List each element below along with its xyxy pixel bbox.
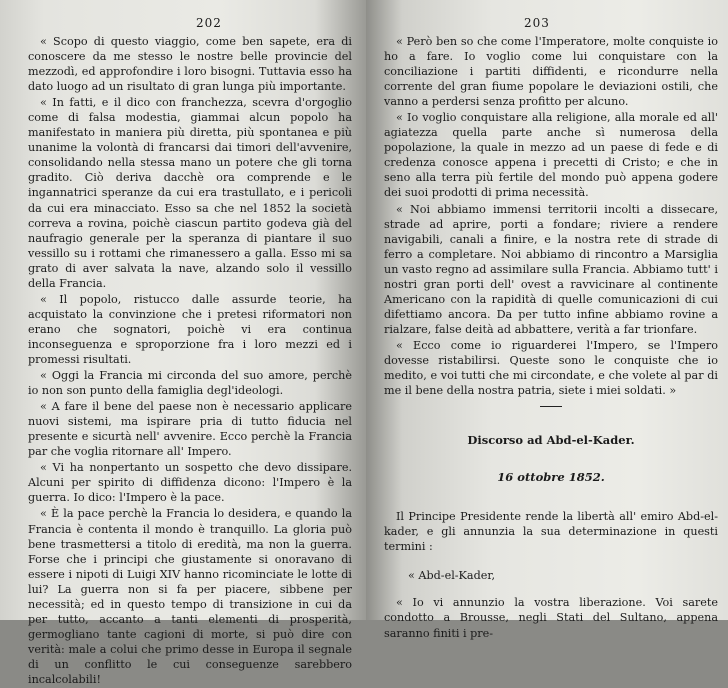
section-heading: Discorso ad Abd-el-Kader.: [467, 433, 635, 448]
address-line: « Abd-el-Kader,: [408, 569, 496, 583]
paragraph: « Noi abbiamo immensi territorii incolti a dissecare, strade ad aprire, porti a fondare; riviere a rendere navigabili, canali a finire, e la nostra rete di strade di ferro a completare. Noi abbiamo di rincontro a Marsiglia un vasto regno ad assimilare sulla Francia. Abbiamo tutt' i nostri gran porti dell' ovest a ravvicinare al continente Americano con la rapidità di quelle comunicazioni di cui difettiamo ancora. Da per tutto infine abbiamo rovine a rialzare, false deità ad abbattere, verità a far trionfare.: [384, 202, 718, 336]
paragraph: « Scopo di questo viaggio, come ben sapete, era di conoscere da me stesso le nostre belle provincie del mezzodì, ed approfondire i loro bisogni. Tuttavia esso ha dato luogo ad un risultato di gran lunga più importante.: [28, 35, 352, 94]
paragraph: « Il popolo, ristucco dalle assurde teorie, ha acquistato la convinzione che i pretesi riformatori non erano che sognatori, poichè vi era continua inconseguenza e sproporzione fra i loro mezzi ed i promessi risultati.: [28, 292, 352, 366]
paragraph: « A fare il bene del paese non è necessario applicare nuovi sistemi, ma ispirare pria di tutto fiducia nel presente e sicurtà nell' avvenire. Ecco perchè la Francia par che voglia ritornare all' Impero.: [28, 400, 352, 459]
page-text: [384, 34, 718, 642]
page-number: 203: [524, 16, 550, 30]
paragraph: « In fatti, e il dico con franchezza, scevra d'orgoglio come di falsa modestia, giammai alcun popolo ha manifestato in maniera più diretta, più spontanea e più unanime la volontà di francarsi dai timori dell'avvenire, consolidando nella stessa mano un potere che gli torna gradito. Ciò deriva dacchè ora comprende e le ingannatrici speranze da cui era trastullato, e i pericoli da cui era minacciato. Esso sa che nel 1852 la società correva a rovina, poichè ciascun partito godeva già del naufragio generale per la speranza di piantare il suo vessillo su i rottami che rimanessero a galla. Esso mi sa grato di aver salvata la nave, alzando solo il vessillo della Francia.: [28, 96, 352, 290]
paragraph: « Oggi la Francia mi circonda del suo amore, perchè io non son punto della famiglia degl'ideologi.: [28, 369, 352, 398]
paragraph: « Ecco come io riguarderei l'Impero, se l'Impero dovesse ristabilirsi. Queste sono le conquiste che io medito, e voi tutti che mi circondate, e che volete al par di me il bene della nostra patria, siete i miei soldati. »: [384, 338, 718, 398]
section-date: 16 ottobre 1852.: [497, 470, 605, 485]
page-number: 202: [196, 16, 222, 30]
paragraph: « Però ben so che come l'Imperatore, molte conquiste io ho a fare. Io voglio come lui conquistare con la conciliazione i partiti diffidenti, e ricondurre nella corrente del gran fiume popolare le deviazioni ostili, che vanno a perdersi senza profitto per alcuno.: [384, 35, 718, 109]
right-page: [366, 0, 728, 640]
paragraph: « È la pace perchè la Francia lo desidera, e quando la Francia è contenta il mondo è tranquillo. La gloria può bene trasmettersi a titolo di eredità, ma non la guerra. Forse che i principi che giustamente si onoravano di essere i nipoti di Luigi XIV hanno ricominciate le lotte di lui? La guerra non si fa per piacere, sibbene per necessità; ed in questo tempo di transizione in cui da per tutto, accanto a tanti elementi di prosperità, germogliano tante cagioni di morte, si può dire con verità: male a colui che primo desse in Europa il segnale di un conflitto le cui conseguenze sarebbero incalcolabili!: [28, 507, 352, 686]
paragraph: « Io voglio conquistare alla religione, alla morale ed all' agiatezza quella parte anche sì numerosa della popolazione, la quale in mezzo ad un paese di fede e di credenza conosce appena i precetti di Cristo; e che in seno alla terra più fertile del mondo può appena godere dei suoi prodotti di prima necessità.: [384, 111, 718, 200]
section-divider: [540, 406, 562, 407]
page-text: [28, 34, 352, 688]
paragraph: « Io vi annunzio la vostra liberazione. Voi sarete condotto a Brousse, negli Stati del Sultano, appena saranno finiti i pre-: [384, 596, 718, 640]
intro-paragraph: Il Principe Presidente rende la libertà all' emiro Abd-el-kader, e gli annunzia la sua determinazione in questi termini :: [384, 510, 718, 554]
paragraph: « Vi ha nonpertanto un sospetto che devo dissipare. Alcuni per spirito di diffidenza dicono: l'Impero è la guerra. Io dico: l'Impero è la pace.: [28, 461, 352, 505]
